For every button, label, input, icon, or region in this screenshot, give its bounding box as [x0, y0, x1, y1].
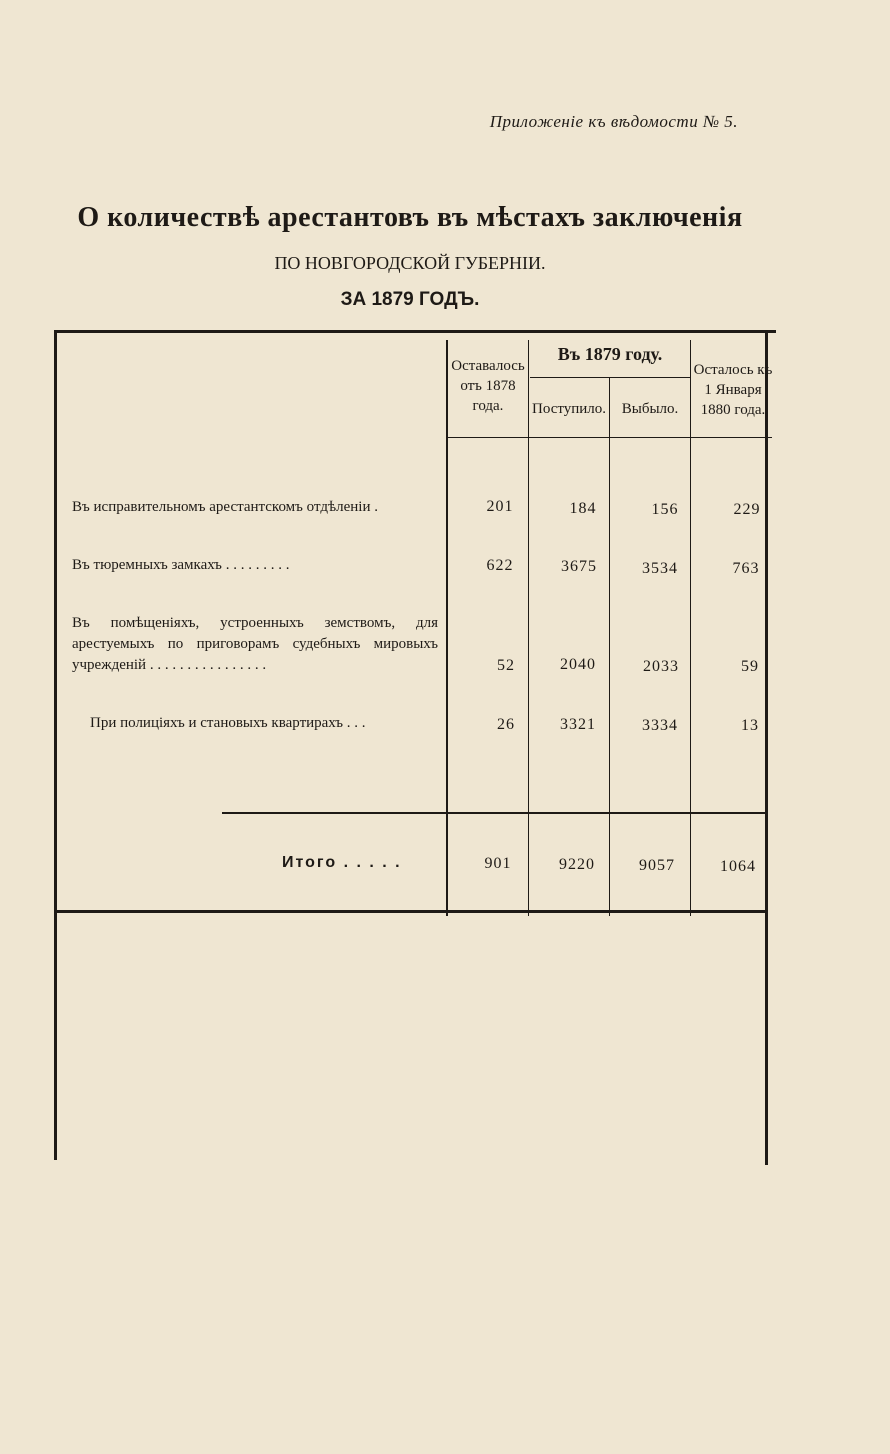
table-right-border: [765, 330, 768, 1165]
header-received: Поступило.: [531, 401, 606, 417]
row-from: 201: [486, 498, 514, 515]
row-to: 763: [732, 560, 760, 577]
row-label: Въ исправительномъ арестантскомъ отдѣленіи .: [72, 499, 378, 515]
header-divider: [448, 437, 772, 438]
page-subtitle: ПО НОВГОРОДСКОЙ ГУБЕРНІИ.: [274, 253, 546, 273]
total-bottom-border: [54, 910, 768, 913]
row-from: 26: [497, 716, 515, 733]
row-received: 3321: [560, 716, 596, 733]
page-year: ЗА 1879 ГОДЪ.: [340, 289, 480, 310]
row-left: 2033: [643, 658, 679, 675]
row-to: 229: [733, 501, 761, 518]
total-from: 901: [484, 855, 512, 872]
year-group-divider: [530, 377, 690, 378]
column-divider-1: [446, 340, 448, 916]
column-divider-4: [690, 340, 691, 916]
row-received: 184: [569, 500, 597, 517]
row-left: 3534: [642, 560, 678, 577]
row-left: 3334: [642, 717, 678, 734]
column-divider-3: [609, 378, 610, 916]
row-left: 156: [651, 501, 679, 518]
total-received: 9220: [559, 856, 595, 873]
total-top-divider: [222, 812, 768, 814]
header-in-year: Въ 1879 году.: [557, 344, 663, 364]
page-title: О количествѣ арестантовъ въ мѣстахъ заключенія: [77, 202, 743, 233]
row-label: Въ тюремныхъ замкахъ . . . . . . . . .: [72, 557, 290, 573]
row-received: 3675: [561, 558, 597, 575]
row-received: 2040: [560, 656, 596, 673]
total-to: 1064: [720, 858, 756, 875]
column-divider-2: [528, 340, 529, 916]
row-from: 622: [486, 557, 514, 574]
header-left: Выбыло.: [621, 401, 679, 417]
row-to: 59: [741, 658, 759, 675]
total-left: 9057: [639, 857, 675, 874]
row-from: 52: [497, 657, 515, 674]
total-label: Итого . . . . .: [282, 854, 402, 871]
row-label: Въ помѣщеніяхъ, устроенныхъ земствомъ, для арестуемыхъ по приговорамъ судебныхъ мировыхъ учрежденій . . . . . . . . . . . . . . . .: [72, 615, 438, 673]
appendix-note: Приложеніе къ вѣдомости № 5.: [489, 112, 738, 131]
table-left-border: [54, 330, 57, 1160]
row-to: 13: [741, 717, 759, 734]
table-top-border: [54, 330, 776, 333]
header-remained-from: Оставалось отъ 1878 года.: [451, 358, 525, 414]
header-remained-to: Осталось къ 1 Января 1880 года.: [693, 362, 773, 418]
row-label: При полиціяхъ и становыхъ квартирахъ . . .: [90, 715, 366, 731]
